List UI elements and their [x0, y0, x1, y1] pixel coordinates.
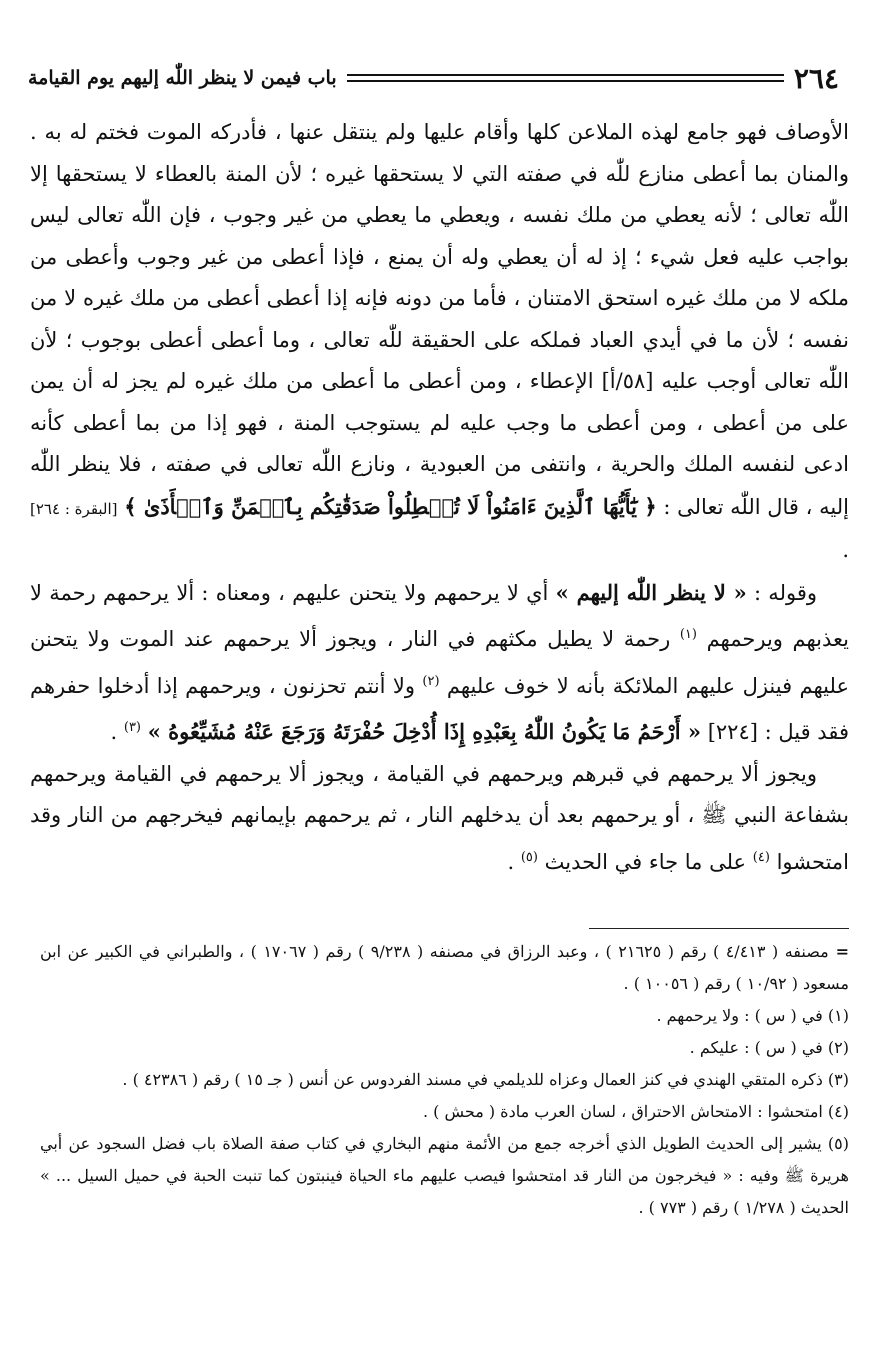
footnote-4: (٤) امتحشوا : الامتحاش الاحتراق ، لسان العرب مادة ( محش ) .: [422, 1102, 849, 1121]
surah-reference: [البقرة : ٢٦٤]: [30, 499, 118, 518]
footnote-2: (٢) في ( س ) : عليكم .: [689, 1038, 849, 1057]
quran-verse: ﴿ يَٰٓأَيُّهَا ٱلَّذِينَ ءَامَنُواْ لَا تُبۡطِلُواْ صَدَقَٰتِكُم بِٱلۡمَنِّ وَٱلۡأَذَىٰ ﴾: [124, 493, 657, 519]
hadith-quote: « أَرْحَمُ مَا يَكُونُ اللّٰهُ بِعَبْدِهِ إِذَا أُدْخِلَ حُفْرَتَهُ وَرَجَعَ عَنْهُ مُشَيِّعُوهُ »: [147, 719, 701, 744]
footnotes: [40, 936, 849, 1224]
footnote-3: (٣) ذكره المتقي الهندي في كنز العمال وعزاه للديلمي في مسند الفردوس عن أنس ( جـ ١٥ ) رقم ( ٤٢٣٨٦ ) .: [122, 1070, 849, 1089]
paragraph-3: [30, 754, 849, 884]
paragraph-2-text-b: أي لا يرحمهم ولا يتحنن عليهم ، ومعناه : ألا يرحمهم رحمة لا يعذبهم ويرحمهم: [30, 580, 850, 651]
chapter-title: باب فيمن لا ينظر اللّٰه إليهم يوم القيامة: [28, 67, 337, 89]
paragraph-2-text-d: ولا أنتم تحزنون ، ويرحمهم إذا أدخلوا حفرهم فقد قيل : [٢٢٤]: [30, 673, 849, 744]
paragraph-2-text-c: رحمة لا يطيل مكثهم في النار ، ويجوز ألا يرحمهم عند الموت ولا يتحنن عليهم فينزل عليهم الملائكة بأنه لا خوف عليهم: [30, 627, 849, 698]
hadith-phrase: « لا ينظر اللّٰه إليهم »: [555, 579, 747, 605]
paragraph-2-text-a: وقوله :: [754, 580, 817, 605]
footnote-marker-1[interactable]: (١): [679, 627, 697, 642]
footnote-marker-5[interactable]: (٥): [520, 849, 538, 865]
paragraph-2: [30, 572, 849, 754]
paragraph-3-text-b: على ما جاء في الحديث: [544, 849, 747, 874]
paragraph-3-text-a: ويجوز ألا يرحمهم في قبرهم ويرحمهم في القيامة ، ويجوز ألا يرحمهم في القيامة ويرحمهم بشفاعة النبي ﷺ ، أو يرحمهم بعد أن يدخلهم النار ، ثم يرحمهم بإيمانهم فيخرجهم من النار وقد امتحشوا: [30, 761, 849, 874]
paragraph-1-text: الأوصاف فهو جامع لهذه الملاعن كلها وأقام عليها ولم ينتقل عنها ، فأدركه الموت فختم له به . والمنان بما أعطى منازع للّٰه في صفته التي لا يستحقها غيره ؛ لأن المنة بالعطاء لا يستحقها إلا اللّٰه تعالى ؛ لأنه يعطي من ملك نفسه ، ويعطي ما يعطي من غير وجوب ، فإن اللّٰه تعالى ليس بواجب عليه فعل شيء ؛ إذ له أن يعطي وله أن يمنع ، فإذا أعطى من غير وجوب وأعطى من ملكه لا من ملك غيره استحق الامتنان ، فأما من دونه فإنه إذا أعطى أعطى من ملك غيره لا من نفسه ؛ لأن ما في أيدي العباد فملكه على الحقيقة للّٰه تعالى ، وما أعطى أعطى بوجوب ؛ لأن اللّٰه تعالى أوجب عليه [٥٨/أ] الإعطاء ، ومن أعطى ما أعطى من ملك غيره لم يجز له أن يمن على من أعطى ، ومن أعطى ما وجب عليه لم يستوجب المنة ، فهو إذا من بما أعطى كأنه ادعى لنفسه الملك والحرية ، وانتفى من العبودية ، ونازع اللّٰه تعالى في صفته ، فلا ينظر اللّٰه إليه ، قال اللّٰه تعالى :: [30, 120, 849, 519]
footnote-marker-2[interactable]: (٢): [422, 673, 440, 689]
footnote-marker-4[interactable]: (٤): [752, 849, 770, 865]
footnote-marker-3[interactable]: (٣): [123, 720, 141, 735]
page-number: ٢٦٤: [793, 61, 839, 95]
footnote-1: (١) في ( س ) : ولا يرحمهم .: [656, 1006, 849, 1025]
paragraph-2-end: .: [110, 720, 118, 744]
footnote-5: (٥) يشير إلى الحديث الطويل الذي أخرجه جمع من الأئمة منهم البخاري في كتاب صفة الصلاة باب فضل السجود عن أبي هريرة ﷺ وفيه : « فيخرجون من النار قد امتحشوا فيصب عليهم ماء الحياة فينبتون كما تنبت الحبة في حميل السيل ... » الحديث ( ١/٢٧٨ ) رقم ( ٧٧٣ ) .: [40, 1134, 850, 1217]
header-rule: [347, 74, 784, 82]
paragraph-3-end: .: [507, 849, 515, 874]
footnote-separator: [589, 928, 849, 929]
footnote-continuation: = مصنفه ( ٤/٤١٣ ) رقم ( ٢١٦٢٥ ) ، وعبد الرزاق في مصنفه ( ٩/٢٣٨ ) رقم ( ١٧٠٦٧ ) ، والطبراني في الكبير عن ابن مسعود ( ١٠/٩٢ ) رقم ( ١٠٠٥٦ ) .: [40, 936, 849, 1000]
main-text: [30, 112, 849, 883]
running-header: [28, 60, 839, 96]
paragraph-1: [30, 112, 849, 572]
paragraph-1-end: .: [842, 538, 849, 562]
